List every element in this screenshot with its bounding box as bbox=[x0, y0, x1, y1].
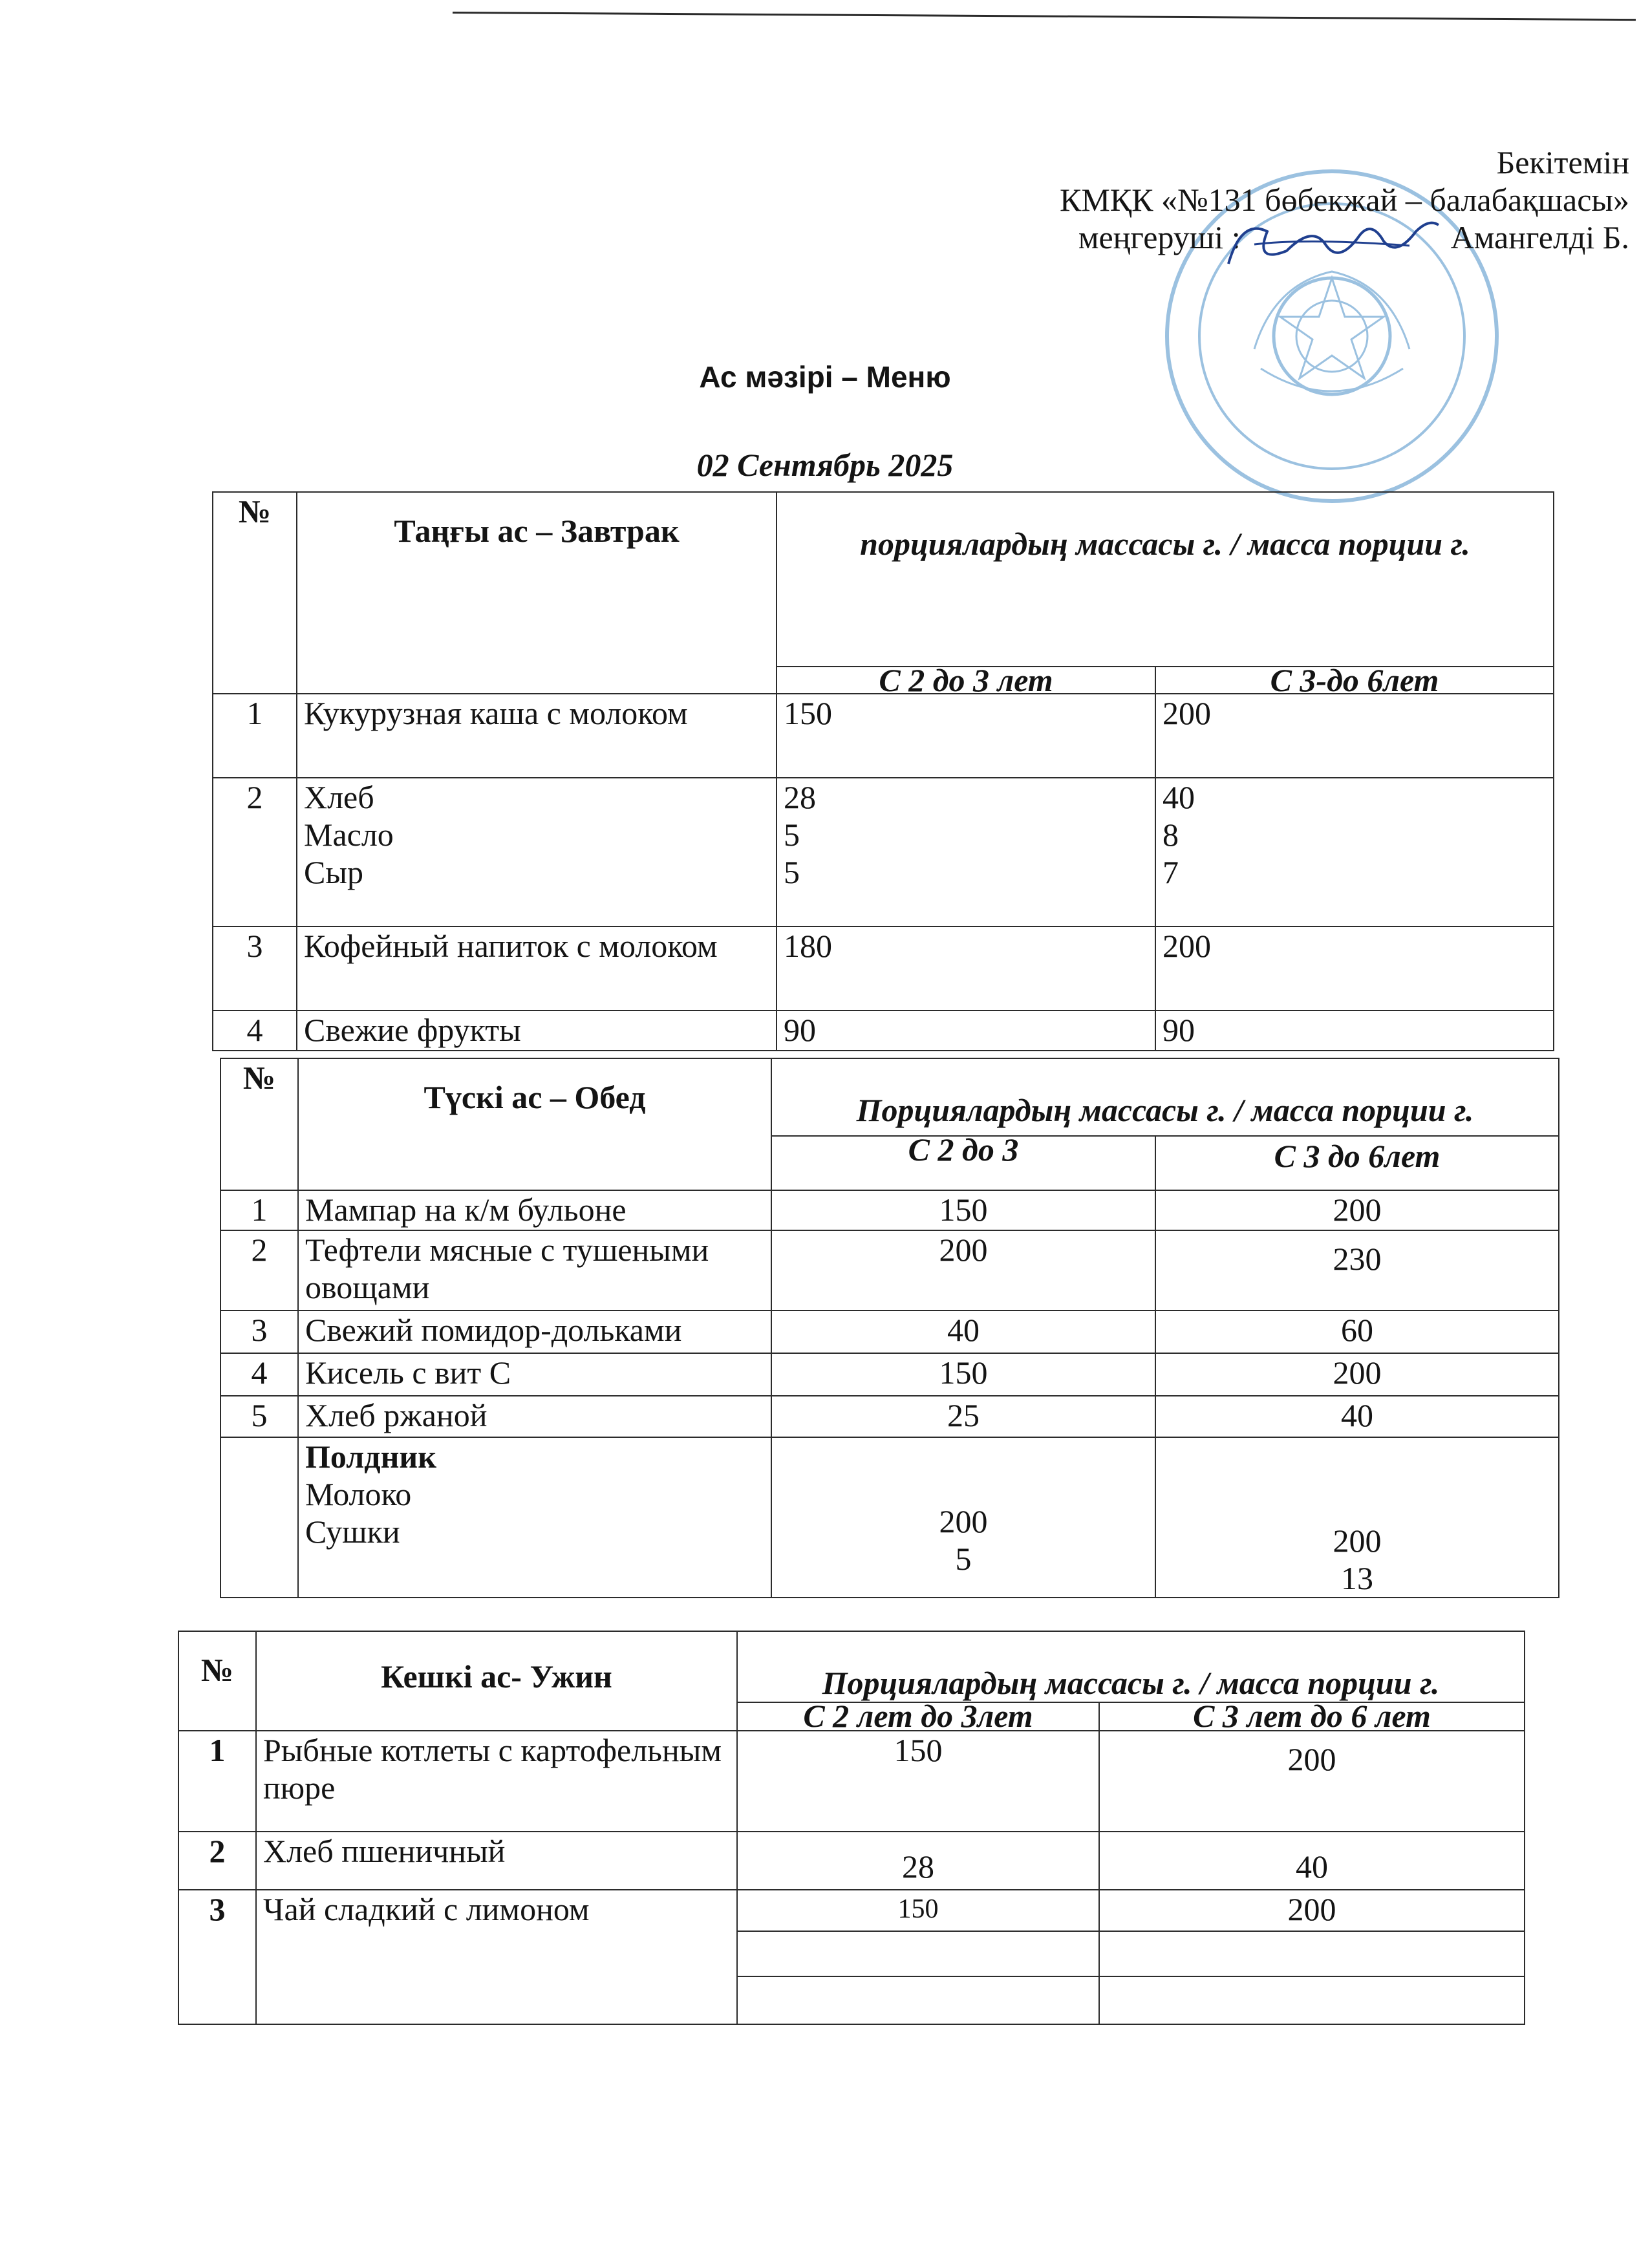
breakfast-table bbox=[212, 491, 1554, 1051]
portion-3-6 bbox=[1155, 778, 1554, 926]
empty-cell bbox=[737, 1976, 1099, 2024]
portion-3-6: 200 bbox=[1155, 1190, 1559, 1230]
portion-value: 28 bbox=[784, 779, 816, 815]
portion-3-6: 60 bbox=[1155, 1311, 1559, 1353]
row-number: 3 bbox=[178, 1890, 256, 2024]
portion-value: 5 bbox=[784, 817, 800, 853]
lunch-table bbox=[220, 1058, 1559, 1598]
manager-role: меңгеруші : bbox=[1078, 219, 1241, 255]
empty-cell bbox=[1099, 1931, 1525, 1976]
dinner-meal-header: Кешкі ас- Ужин bbox=[256, 1631, 737, 1731]
portion-2-3: 25 bbox=[771, 1396, 1155, 1437]
table-row bbox=[220, 1353, 1559, 1396]
portion-3-6: 200 bbox=[1155, 694, 1554, 778]
dish-item: Масло bbox=[304, 817, 394, 853]
dish-name: Кисель с вит С bbox=[298, 1353, 771, 1396]
table-row bbox=[178, 1731, 1525, 1832]
row-number: 3 bbox=[213, 926, 297, 1011]
dish-item: Сушки bbox=[305, 1514, 400, 1550]
table-row bbox=[178, 1832, 1525, 1890]
snack-title: Полдник bbox=[305, 1439, 437, 1475]
portion-2-3: 150 bbox=[737, 1890, 1099, 1931]
portion-2-3: 150 bbox=[771, 1190, 1155, 1230]
dish-name: Свежие фрукты bbox=[297, 1011, 777, 1051]
portion-2-3: 28 bbox=[737, 1832, 1099, 1890]
portion-3-6: 40 bbox=[1099, 1832, 1525, 1890]
row-number: 2 bbox=[220, 1230, 298, 1311]
portion-2-3: 40 bbox=[771, 1311, 1155, 1353]
portion-2-3 bbox=[771, 1437, 1155, 1598]
dinner-table bbox=[178, 1631, 1525, 2025]
lunch-no-header: № bbox=[220, 1058, 298, 1190]
portion-value: 200 bbox=[939, 1503, 988, 1539]
manager-name: Амангелді Б. bbox=[1450, 219, 1629, 255]
dish-name: Хлеб ржаной bbox=[298, 1396, 771, 1437]
portion-value: 13 bbox=[1341, 1560, 1373, 1596]
table-row bbox=[220, 1230, 1559, 1311]
approval-line-2: КМҚК «№131 бөбекжай – балабақшасы» bbox=[1059, 182, 1629, 218]
lunch-age-2: С 3 до 6лет bbox=[1155, 1136, 1559, 1190]
portion-3-6: 90 bbox=[1155, 1011, 1554, 1051]
table-row bbox=[220, 1437, 1559, 1598]
approval-line-1: Бекітемін bbox=[1496, 144, 1629, 180]
table-row bbox=[178, 1890, 1525, 1931]
portion-2-3: 150 bbox=[777, 694, 1155, 778]
dinner-age-2: С 3 лет до 6 лет bbox=[1099, 1702, 1525, 1731]
row-number bbox=[220, 1437, 298, 1598]
dinner-mass-header: Порциялардың массасы г. / масса порции г. bbox=[737, 1631, 1525, 1702]
breakfast-no-header: № bbox=[213, 492, 297, 694]
row-number: 1 bbox=[220, 1190, 298, 1230]
lunch-mass-header: Порциялардың массасы г. / масса порции г. bbox=[771, 1058, 1559, 1136]
portion-2-3: 200 bbox=[771, 1230, 1155, 1311]
dinner-age-1: С 2 лет до 3лет bbox=[737, 1702, 1099, 1731]
signature-icon bbox=[1216, 206, 1448, 283]
breakfast-age-2: С 3-до 6лет bbox=[1155, 667, 1554, 694]
portion-3-6: 40 bbox=[1155, 1396, 1559, 1437]
row-number: 1 bbox=[213, 694, 297, 778]
table-row bbox=[220, 1396, 1559, 1437]
portion-3-6: 200 bbox=[1099, 1731, 1525, 1832]
lunch-meal-header: Түскі ас – Обед bbox=[298, 1058, 771, 1190]
portion-3-6: 200 bbox=[1099, 1890, 1525, 1931]
breakfast-age-1: С 2 до 3 лет bbox=[777, 667, 1155, 694]
portion-2-3: 150 bbox=[771, 1353, 1155, 1396]
row-number: 4 bbox=[220, 1353, 298, 1396]
portion-2-3: 180 bbox=[777, 926, 1155, 1011]
portion-value: 200 bbox=[1333, 1523, 1382, 1559]
breakfast-meal-header: Таңғы ас – Завтрак bbox=[297, 492, 777, 694]
dish-name: Рыбные котлеты с картофельным пюре bbox=[256, 1731, 737, 1832]
dish-name: Хлеб пшеничный bbox=[256, 1832, 737, 1890]
breakfast-mass-header: порциялардың массасы г. / масса порции г. bbox=[777, 492, 1554, 667]
table-row bbox=[220, 1190, 1559, 1230]
portion-2-3 bbox=[777, 778, 1155, 926]
portion-3-6: 230 bbox=[1155, 1230, 1559, 1311]
table-row bbox=[213, 926, 1554, 1011]
lunch-age-1: С 2 до 3 bbox=[771, 1136, 1155, 1190]
dish-name: Кофейный напиток с молоком bbox=[297, 926, 777, 1011]
snack-cell bbox=[298, 1437, 771, 1598]
row-number: 1 bbox=[178, 1731, 256, 1832]
table-row bbox=[213, 1011, 1554, 1051]
portion-value: 7 bbox=[1162, 854, 1179, 890]
dish-name: Мампар на к/м бульоне bbox=[298, 1190, 771, 1230]
dish-item: Сыр bbox=[304, 854, 363, 890]
top-border-line bbox=[453, 12, 1636, 21]
row-number: 2 bbox=[213, 778, 297, 926]
portion-3-6: 200 bbox=[1155, 1353, 1559, 1396]
portion-value: 5 bbox=[955, 1541, 972, 1577]
empty-cell bbox=[1099, 1976, 1525, 2024]
portion-2-3: 150 bbox=[737, 1731, 1099, 1832]
portion-value: 8 bbox=[1162, 817, 1179, 853]
dish-name: Тефтели мясные с тушеными овощами bbox=[298, 1230, 771, 1311]
portion-value: 40 bbox=[1162, 779, 1195, 815]
row-number: 2 bbox=[178, 1832, 256, 1890]
dish-name bbox=[297, 778, 777, 926]
row-number: 4 bbox=[213, 1011, 297, 1051]
portion-3-6: 200 bbox=[1155, 926, 1554, 1011]
page-title: Ас мәзірі – Меню bbox=[699, 360, 951, 394]
dish-item: Молоко bbox=[305, 1476, 412, 1512]
table-row bbox=[220, 1311, 1559, 1353]
table-row bbox=[213, 694, 1554, 778]
empty-cell bbox=[737, 1931, 1099, 1976]
dish-name: Свежий помидор-дольками bbox=[298, 1311, 771, 1353]
dish-name: Чай сладкий с лимоном bbox=[256, 1890, 737, 2024]
dinner-no-header: № bbox=[178, 1631, 256, 1731]
portion-3-6 bbox=[1155, 1437, 1559, 1598]
dish-name: Кукурузная каша с молоком bbox=[297, 694, 777, 778]
portion-2-3: 90 bbox=[777, 1011, 1155, 1051]
menu-date: 02 Сентябрь 2025 bbox=[696, 447, 954, 483]
dish-item: Хлеб bbox=[304, 779, 374, 815]
row-number: 3 bbox=[220, 1311, 298, 1353]
table-row bbox=[213, 778, 1554, 926]
row-number: 5 bbox=[220, 1396, 298, 1437]
portion-value: 5 bbox=[784, 854, 800, 890]
